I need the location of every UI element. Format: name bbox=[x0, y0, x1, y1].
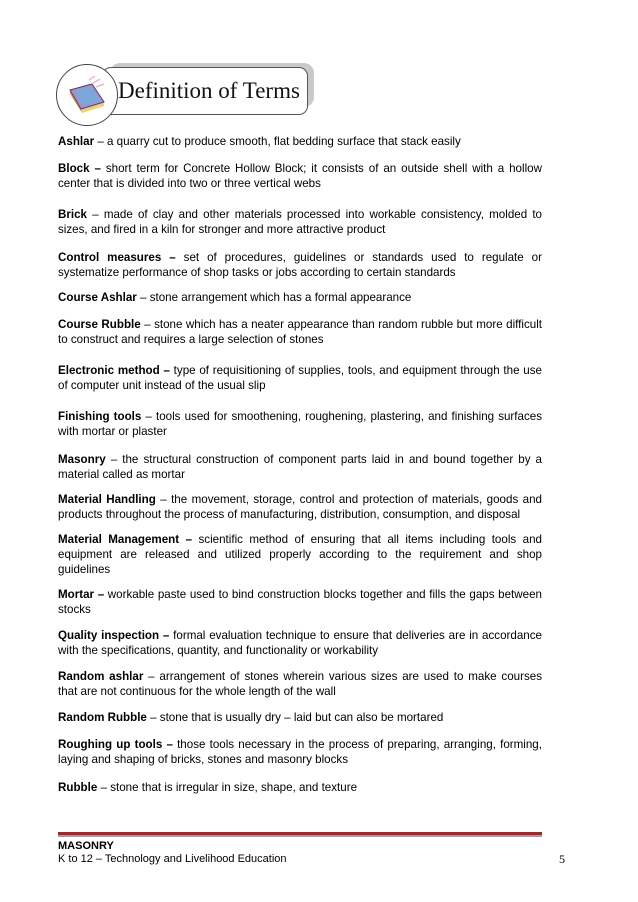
definition-text: made of clay and other materials processed into workable consistency, molded to sizes, and fired in a kiln for stronger and more attractive product bbox=[58, 208, 542, 236]
definition-separator: – bbox=[136, 291, 150, 304]
definition-item bbox=[58, 363, 542, 393]
definition-text: stone that is usually dry – laid but can also be mortared bbox=[159, 711, 444, 724]
definition-item bbox=[58, 409, 542, 439]
definition-term: Rubble bbox=[58, 781, 98, 794]
definition-term: Course Rubble bbox=[58, 318, 141, 331]
definition-separator: – bbox=[141, 410, 156, 423]
definition-term: Brick bbox=[58, 208, 88, 221]
definition-separator bbox=[176, 251, 184, 264]
definition-term: Quality inspection – bbox=[58, 629, 170, 642]
footer-subtitle: K to 12 – Technology and Livelihood Education bbox=[58, 853, 287, 865]
definition-term: Block – bbox=[58, 162, 101, 175]
definition-item bbox=[58, 317, 542, 347]
definition-text: type of requisitioning of supplies, tools, and equipment through the use of computer unit instead of the usual slip bbox=[58, 364, 542, 392]
definition-item bbox=[58, 250, 542, 280]
definition-item bbox=[58, 290, 542, 305]
definition-item bbox=[58, 134, 542, 149]
definition-separator: – bbox=[105, 453, 123, 466]
book-icon bbox=[67, 76, 107, 116]
definition-text: a quarry cut to produce smooth, flat bedding surface that stack easily bbox=[106, 135, 461, 148]
definition-text: stone arrangement which has a formal appearance bbox=[149, 291, 412, 304]
page-title: Definition of Terms bbox=[118, 78, 300, 103]
definition-item bbox=[58, 161, 542, 191]
definition-term: Masonry bbox=[58, 453, 106, 466]
definition-item bbox=[58, 628, 542, 658]
definition-separator: – bbox=[143, 670, 160, 683]
definition-term: Mortar – bbox=[58, 588, 105, 601]
definition-term: Control measures – bbox=[58, 251, 176, 264]
definition-item bbox=[58, 207, 542, 237]
definition-separator: – bbox=[97, 781, 111, 794]
definition-separator: – bbox=[87, 208, 104, 221]
definition-text: tools used for smoothening, roughening, plastering, and finishing surfaces with mortar or plaster bbox=[58, 410, 543, 438]
definition-text: the structural construction of component parts laid in and bound together by a material called as mortar bbox=[58, 453, 543, 481]
definition-text: set of procedures, guidelines or standards used to regulate or systematize performance of shop tasks or jobs according to certain standards bbox=[58, 251, 542, 279]
definition-separator: – bbox=[146, 711, 160, 724]
definition-text: those tools necessary in the process of preparing, arranging, forming, laying and shaping of bricks, stones and masonry blocks bbox=[58, 738, 542, 766]
definition-text: the movement, storage, control and protection of materials, goods and products throughout the process of manufacturing, distribution, consumption, and disposal bbox=[58, 493, 542, 521]
definition-term: Electronic method – bbox=[58, 364, 170, 377]
definition-text: short term for Concrete Hollow Block; it consists of an outside shell with a hollow center that is divided into two or three vertical webs bbox=[58, 162, 542, 190]
definition-separator: – bbox=[94, 135, 107, 148]
definition-text: workable paste used to bind construction blocks together and fills the gaps between stocks bbox=[58, 588, 542, 616]
definition-text: stone which has a neater appearance than random rubble but more difficult to construct and requires a large selection of stones bbox=[58, 318, 543, 346]
definition-term: Finishing tools bbox=[58, 410, 142, 423]
definition-term: Random ashlar bbox=[58, 670, 144, 683]
page-number: 5 bbox=[559, 852, 565, 866]
definition-item bbox=[58, 587, 542, 617]
definition-term: Course Ashlar bbox=[58, 291, 137, 304]
definition-separator: – bbox=[155, 493, 172, 506]
definition-item bbox=[58, 532, 542, 577]
definition-term: Roughing up tools – bbox=[58, 738, 173, 751]
definition-term: Material Management – bbox=[58, 533, 193, 546]
definition-separator: – bbox=[140, 318, 155, 331]
footer-title: MASONRY bbox=[58, 840, 114, 852]
section-header bbox=[54, 58, 324, 128]
definition-term: Random Rubble bbox=[58, 711, 147, 724]
definition-text: formal evaluation technique to ensure that deliveries are in accordance with the specifications, quantity, and functionality or workability bbox=[58, 629, 542, 657]
definition-item bbox=[58, 710, 542, 725]
footer-divider bbox=[58, 832, 542, 839]
definition-item bbox=[58, 492, 542, 522]
definition-item bbox=[58, 669, 542, 699]
definition-item bbox=[58, 452, 542, 482]
definition-item bbox=[58, 780, 542, 795]
definition-term: Material Handling bbox=[58, 493, 156, 506]
definition-text: scientific method of ensuring that all items including tools and equipment are released and utilized properly according to the requirement and shop guidelines bbox=[58, 533, 542, 576]
definition-item bbox=[58, 737, 542, 767]
footer-divider-secondary bbox=[58, 835, 542, 837]
definition-text: stone that is irregular in size, shape, and texture bbox=[110, 781, 358, 794]
definition-text: arrangement of stones wherein various sizes are used to make courses that are not continuous for the whole length of the wall bbox=[58, 670, 542, 698]
definition-term: Ashlar bbox=[58, 135, 95, 148]
